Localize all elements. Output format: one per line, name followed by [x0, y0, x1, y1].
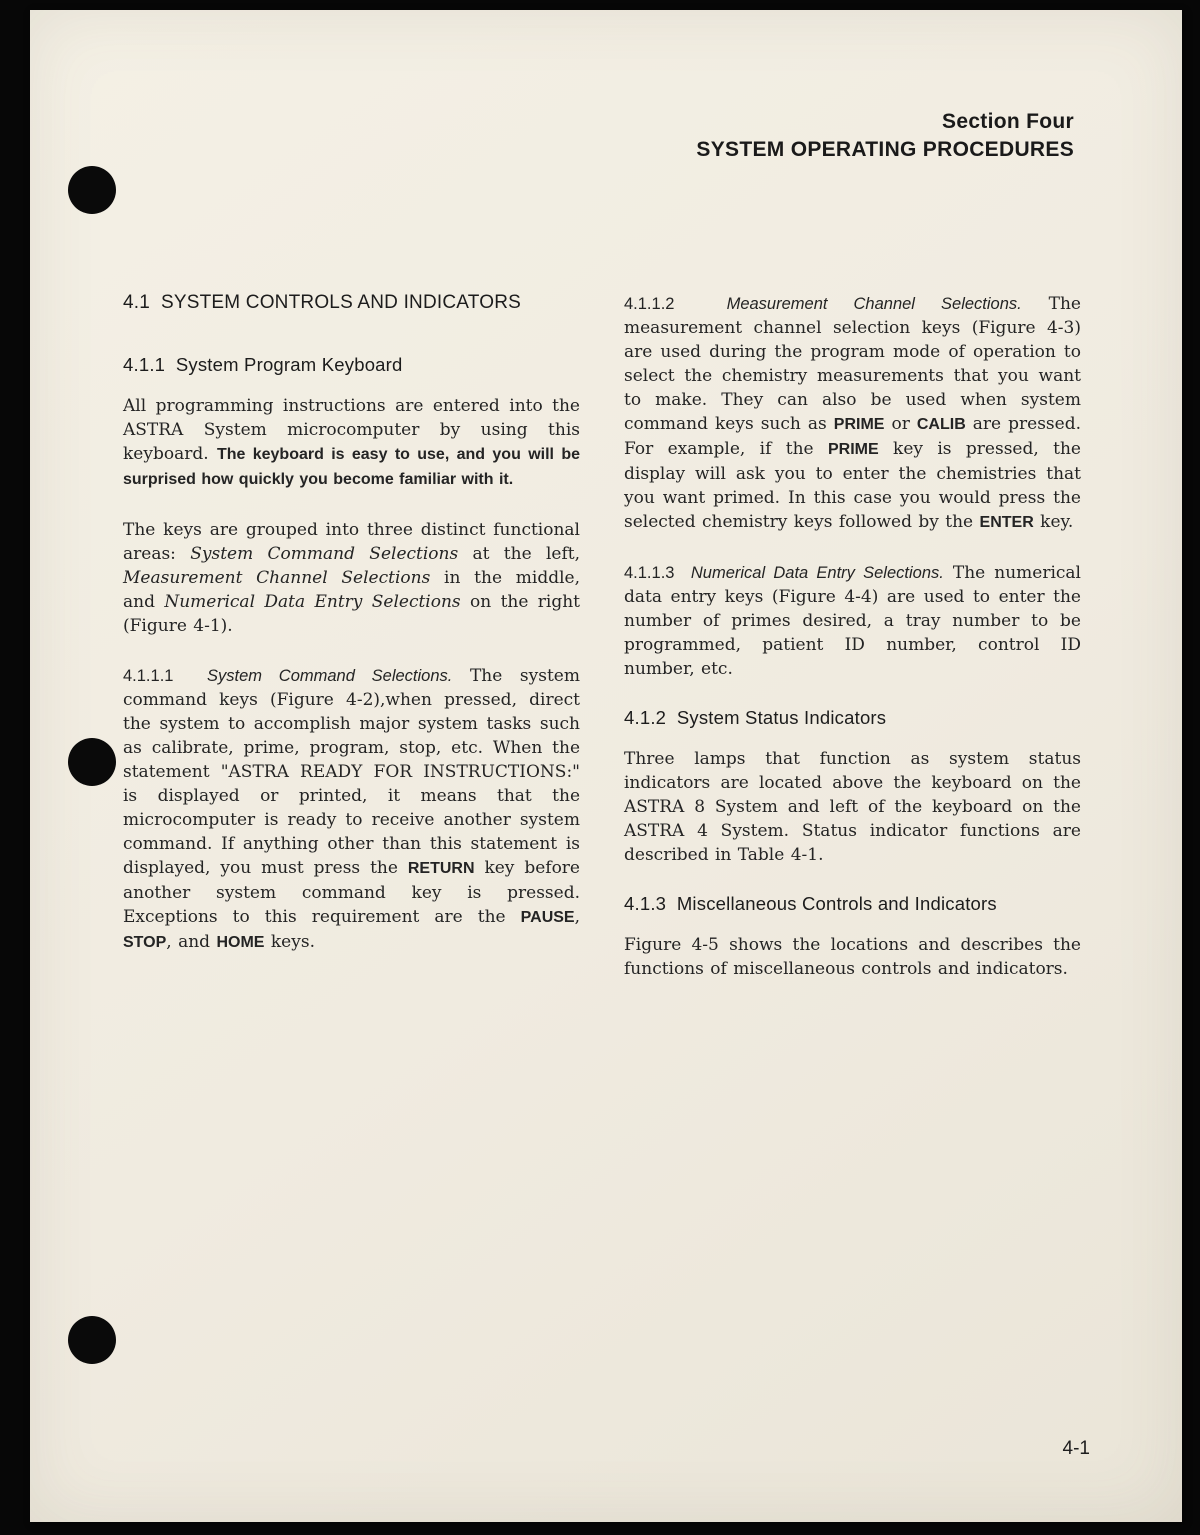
text-run: 4.1.1.1	[123, 667, 207, 685]
text-run: Numerical Data Entry Selections.	[690, 564, 944, 582]
heading	[624, 893, 1081, 915]
text-run: Numerical Data Entry Selections	[164, 592, 461, 612]
document-page	[30, 10, 1182, 1522]
text-run: 4.1.2 System Status Indicators	[624, 707, 887, 728]
paragraph	[624, 561, 1081, 681]
key-name: ENTER	[979, 514, 1034, 531]
text-run: All programming instructions are entered into the ASTRA System microcomputer by using this keyboard.	[123, 396, 580, 464]
text-run: 4.1.3 Miscellaneous Controls and Indicators	[624, 893, 997, 914]
text-run: The keys are grouped into three distinct functional areas:	[123, 520, 580, 564]
text-run: or	[884, 414, 917, 434]
key-name: HOME	[216, 934, 265, 951]
paragraph	[123, 664, 580, 955]
section-title: Section Four	[942, 110, 1074, 133]
punch-hole-top	[68, 166, 116, 214]
text-run: The measurement channel selection keys (Figure 4-3) are used during the program mode of operation to select the chemistry measurements that you want to make. They can also be used when system command keys such as	[624, 294, 1081, 434]
page-header	[696, 110, 1074, 162]
text-run: System Command Selections.	[207, 667, 453, 685]
punch-hole-middle	[68, 738, 116, 786]
text-run: 4.1 SYSTEM CONTROLS AND INDICATORS	[123, 292, 521, 313]
key-name: PRIME	[833, 416, 885, 433]
text-run: 4.1.1.2	[624, 295, 727, 313]
text-run: in the middle, and	[123, 568, 580, 612]
text-run: Measurement Channel Selections	[123, 568, 431, 588]
paragraph	[624, 292, 1081, 535]
paragraph	[624, 747, 1081, 867]
heading	[123, 292, 580, 314]
key-name: PRIME	[827, 441, 879, 458]
paragraph	[123, 394, 580, 492]
text-run: 4.1.1 System Program Keyboard	[123, 354, 403, 375]
heading	[624, 707, 1081, 729]
section-subtitle: SYSTEM OPERATING PROCEDURES	[696, 138, 1074, 161]
text-run: System Command Selections	[190, 544, 459, 564]
key-name: CALIB	[916, 416, 966, 433]
heading	[123, 354, 580, 376]
text-run: Measurement Channel Selections.	[726, 295, 1022, 313]
text-run: at the left,	[458, 544, 580, 564]
text-run: Figure 4-5 shows the locations and describes the functions of miscellaneous controls and indicators.	[624, 935, 1081, 979]
text-run: on the right (Figure 4-1).	[123, 592, 580, 636]
text-run: Three lamps that function as system status indicators are located above the keyboard on the ASTRA 8 System and left of the keyboard on the ASTRA 4 System. Status indicator functions are described in Table 4-1.	[624, 749, 1081, 865]
punch-hole-bottom	[68, 1316, 116, 1364]
text-run: The numerical data entry keys (Figure 4-4) are used to enter the number of primes desired, a tray number to be programmed, patient ID number, control ID number, etc.	[624, 563, 1081, 679]
page-number: 4-1	[1062, 1438, 1090, 1459]
text-run: ,	[574, 907, 580, 927]
key-name: PAUSE	[520, 909, 575, 926]
text-run: , and	[166, 932, 217, 952]
text-columns	[123, 292, 1081, 1007]
paragraph	[624, 933, 1081, 981]
text-run: key is pressed, the display will ask you to enter the chemistries that you want primed. In this case you would press the selected chemistry keys followed by the	[624, 439, 1081, 532]
text-run: are pressed. For example, if the	[624, 414, 1081, 459]
paragraph	[123, 518, 580, 638]
key-name: The keyboard is easy to use, and you will be surprised how quickly you become familiar with it.	[123, 446, 580, 488]
text-run: key before another system command key is pressed. Exceptions to this requirement are the	[123, 858, 580, 927]
right-column	[624, 292, 1081, 1007]
key-name: STOP	[123, 934, 167, 951]
key-name: RETURN	[407, 860, 475, 877]
text-run: The system command keys (Figure 4-2),when pressed, direct the system to accomplish major system tasks such as calibrate, prime, program, stop, etc. When the statement "ASTRA READY FOR INSTRUCTIONS:" is displayed or printed, it means that the microcomputer is ready to receive another system command. If anything other than this statement is displayed, you must press the	[123, 666, 580, 878]
text-run: key.	[1033, 512, 1074, 532]
left-column	[123, 292, 580, 1007]
text-run: 4.1.1.3	[624, 564, 691, 582]
text-run: keys.	[264, 932, 315, 952]
